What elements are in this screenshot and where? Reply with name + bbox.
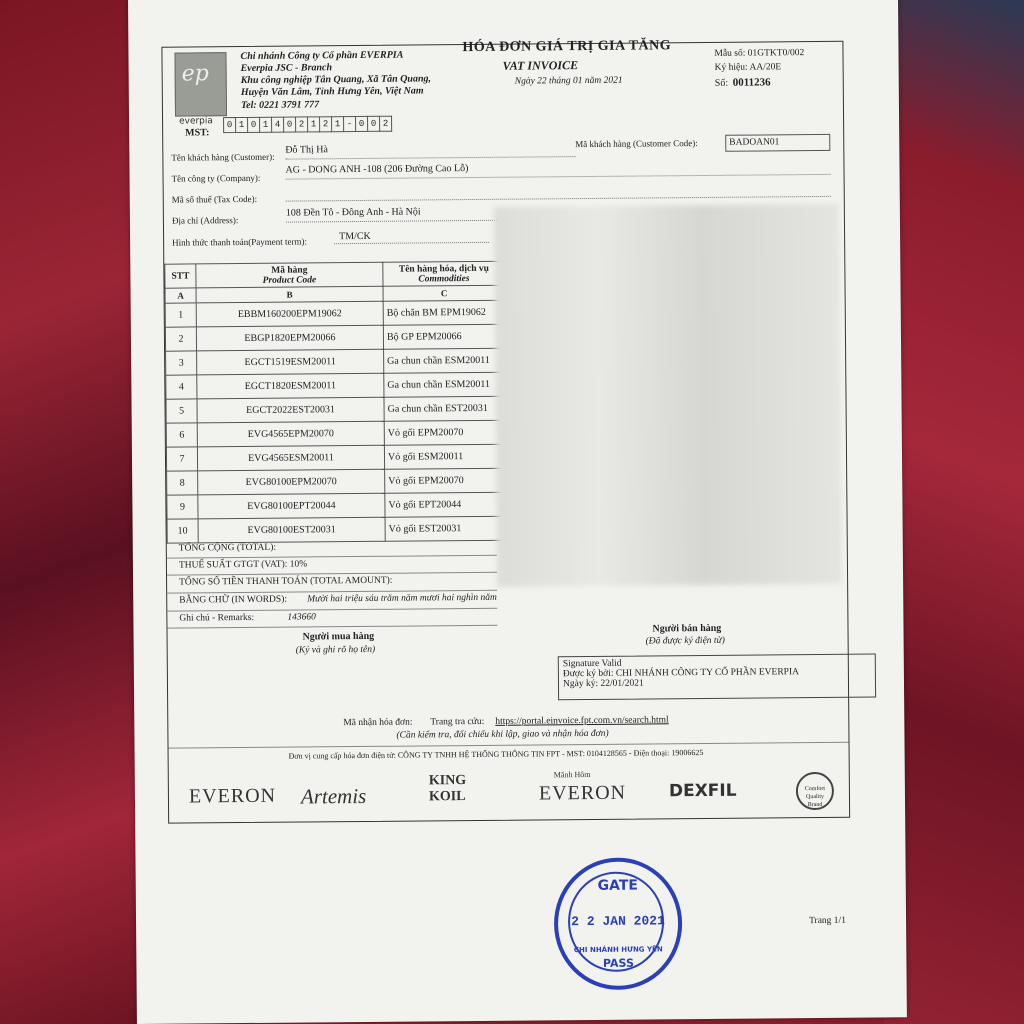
mst-digit: 1 bbox=[308, 116, 320, 132]
row-stt: 4 bbox=[166, 375, 197, 399]
table-row bbox=[165, 300, 505, 327]
signature-valid: Signature Valid bbox=[562, 658, 622, 670]
invoice-number-label: Số: bbox=[714, 77, 729, 89]
invoice-paper bbox=[128, 0, 907, 1024]
mst-label: MST: bbox=[185, 127, 210, 139]
brand-everon-2: EVERON bbox=[538, 781, 627, 805]
brand-dexfil: DEXFIL bbox=[668, 780, 737, 802]
invoice-form-no: Mẫu số: 01GTKT0/002 bbox=[714, 48, 805, 59]
mst-digit: 0 bbox=[223, 117, 236, 133]
customer-name-label: Tên khách hàng (Customer): bbox=[171, 151, 275, 163]
row-stt: 5 bbox=[166, 399, 197, 423]
in-words-label: BẰNG CHỮ (IN WORDS): bbox=[179, 594, 288, 606]
row-stt: 6 bbox=[166, 423, 197, 447]
table-row bbox=[166, 444, 506, 471]
customer-code: BADOAN01 bbox=[725, 134, 830, 152]
seller-address-1: Khu công nghiệp Tân Quang, Xã Tân Quang, bbox=[240, 73, 432, 87]
signature-box bbox=[558, 653, 876, 700]
seller-note: (Đã được ký điện tử) bbox=[645, 635, 725, 647]
redacted-area bbox=[494, 204, 842, 587]
invoice-date: Ngày 22 tháng 01 năm 2021 bbox=[514, 75, 623, 87]
mst-digit: 1 bbox=[236, 117, 248, 133]
row-code: EBBM160200EPM19062 bbox=[196, 301, 383, 327]
col-stt: STT bbox=[165, 264, 196, 288]
lookup-code-label: Mã nhận hóa đơn: bbox=[343, 717, 413, 729]
comfort-quality-badge: Comfort Quality Brand bbox=[796, 772, 834, 810]
mst-digit: 1 bbox=[332, 116, 344, 132]
stamp-pass: PASS bbox=[602, 956, 634, 970]
row-stt: 3 bbox=[166, 351, 197, 375]
logo-mark: ep bbox=[181, 61, 209, 87]
table-row bbox=[166, 420, 506, 447]
row-name: Bộ GP EPM20066 bbox=[383, 324, 505, 349]
row-name: Ga chun chần ESM20011 bbox=[384, 372, 506, 397]
company-label: Tên công ty (Company): bbox=[171, 172, 261, 184]
row-name: Ga chun chần EST20031 bbox=[384, 396, 506, 421]
rule bbox=[167, 572, 497, 576]
mst-digit: 1 bbox=[260, 117, 272, 133]
row-stt: 1 bbox=[165, 303, 196, 327]
seller-address-2: Huyện Văn Lâm, Tỉnh Hưng Yên, Việt Nam bbox=[240, 85, 424, 99]
seller-label: Người bán hàng bbox=[652, 622, 722, 635]
sub-b: B bbox=[196, 286, 383, 303]
brand-logos bbox=[179, 768, 839, 824]
invoice-symbol: Ký hiệu: AA/20E bbox=[714, 62, 782, 73]
mst-digit: 0 bbox=[284, 117, 296, 133]
rule bbox=[167, 555, 497, 559]
row-name: Ga chun chần ESM20011 bbox=[384, 348, 506, 373]
company-name: AG - DONG ANH -108 (206 Đường Cao Lỗ) bbox=[285, 163, 469, 176]
mst-digit: 2 bbox=[296, 116, 308, 132]
row-code: EVG80100EST20031 bbox=[198, 517, 385, 543]
brand-manh-hom: Mãnh Hôm bbox=[553, 769, 591, 780]
rule bbox=[167, 608, 497, 612]
col-name-en: Commodities bbox=[418, 273, 470, 284]
row-code: EGCT1519ESM20011 bbox=[197, 349, 384, 375]
table-row bbox=[167, 492, 507, 519]
row-name: Vỏ gối EPM20070 bbox=[384, 420, 506, 445]
row-code: EGCT2022EST20031 bbox=[197, 397, 384, 423]
seller-name-vn: Chi nhánh Công ty Cổ phần EVERPIA bbox=[240, 49, 404, 63]
customer-name: Đỗ Thị Hà bbox=[285, 144, 328, 156]
col-commodities bbox=[383, 261, 505, 286]
stamp-bottom: CHI NHÁNH HƯNG YÊN bbox=[573, 945, 663, 955]
total-label: TỔNG CỘNG (TOTAL): bbox=[178, 542, 277, 554]
rule bbox=[286, 196, 831, 202]
table-row bbox=[167, 468, 507, 495]
page-number: Trang 1/1 bbox=[809, 915, 846, 927]
total-amount-label: TỔNG SỐ TIỀN THANH TOÁN (TOTAL AMOUNT): bbox=[179, 575, 393, 588]
col-code-vn: Mã hàng bbox=[271, 264, 308, 276]
invoice-title-vn: HÓA ĐƠN GIÁ TRỊ GIA TĂNG bbox=[462, 38, 672, 56]
vat-label: THUẾ SUẤT GTGT (VAT): 10% bbox=[178, 559, 308, 571]
invoice-frame bbox=[161, 38, 850, 824]
items-table bbox=[164, 261, 507, 544]
mst-digits bbox=[223, 116, 392, 133]
table-row bbox=[166, 348, 506, 375]
brand-king: KING bbox=[428, 773, 467, 789]
payment-term-label: Hình thức thanh toán(Payment term): bbox=[172, 236, 308, 248]
table-row bbox=[166, 372, 506, 399]
row-stt: 9 bbox=[167, 495, 198, 519]
invoice-number: 0011236 bbox=[732, 76, 771, 89]
table-row bbox=[167, 516, 507, 543]
logo-text: everpia bbox=[179, 116, 213, 127]
lookup-page-label: Trang tra cứu: bbox=[430, 716, 485, 728]
everpia-logo bbox=[174, 52, 227, 127]
row-code: EBGP1820EPM20066 bbox=[196, 325, 383, 351]
lookup-url-link[interactable]: https://portal.einvoice.fpt.com.vn/search.html bbox=[495, 715, 669, 727]
row-stt: 2 bbox=[165, 327, 196, 351]
buyer-note: (Ký và ghi rõ họ tên) bbox=[295, 644, 376, 656]
signed-by: Được ký bởi: CHI NHÁNH CÔNG TY CỔ PHẦN EVERPIA bbox=[562, 667, 800, 680]
rule bbox=[167, 625, 497, 629]
row-code: EVG4565ESM20011 bbox=[197, 445, 384, 471]
rule bbox=[334, 242, 489, 244]
sub-c: C bbox=[383, 285, 505, 301]
rule bbox=[169, 742, 849, 749]
mst-digit: 2 bbox=[380, 116, 392, 132]
mst-digit: 4 bbox=[272, 117, 284, 133]
row-name: Vỏ gối ESM20011 bbox=[384, 444, 506, 469]
seller-name-en: Everpia JSC - Branch bbox=[240, 62, 333, 75]
row-name: Vỏ gối EST20031 bbox=[385, 516, 507, 541]
row-code: EVG80100EPM20070 bbox=[198, 469, 385, 495]
col-name-vn: Tên hàng hóa, dịch vụ bbox=[398, 263, 489, 275]
row-code: EVG4565EPM20070 bbox=[197, 421, 384, 447]
row-stt: 7 bbox=[166, 447, 197, 471]
sub-a: A bbox=[165, 288, 196, 303]
in-words-value: Mười hai triệu sáu trăm năm mươi hai nghìn năm bbox=[307, 592, 497, 605]
mst-digit: 2 bbox=[320, 116, 332, 132]
mst-digit: 0 bbox=[368, 116, 380, 132]
table-row bbox=[166, 396, 506, 423]
buyer-label: Người mua hàng bbox=[302, 630, 375, 643]
brand-artemis: Artemis bbox=[300, 783, 367, 809]
tax-code-label: Mã số thuế (Tax Code): bbox=[171, 193, 258, 205]
signed-date: Ngày ký: 22/01/2021 bbox=[562, 678, 644, 690]
provider-info: Đơn vị cung cấp hóa đơn điện tử: CÔNG TY TNHH HỆ THỐNG THÔNG TIN FPT - MST: 0104128565 - Điện thoại: 19006625 bbox=[288, 748, 704, 761]
mst-digit: 0 bbox=[356, 116, 368, 132]
table-row bbox=[165, 324, 505, 351]
rule bbox=[285, 156, 575, 160]
row-name: Bộ chăn BM EPM19062 bbox=[383, 300, 505, 325]
row-code: EGCT1820ESM20011 bbox=[197, 373, 384, 399]
row-code: EVG80100EPT20044 bbox=[198, 493, 385, 519]
payment-term: TM/CK bbox=[339, 230, 371, 243]
mst-digit: 0 bbox=[248, 117, 260, 133]
customer-address: 108 Đền Tô - Đông Anh - Hà Nội bbox=[285, 206, 421, 219]
remarks-label: Ghi chú - Remarks: bbox=[179, 612, 255, 624]
brand-everon: EVERON bbox=[188, 784, 277, 808]
remarks-value: 143660 bbox=[287, 612, 316, 623]
mst-digit: - bbox=[344, 116, 356, 132]
col-product-code bbox=[196, 262, 383, 288]
brand-koil: KOIL bbox=[428, 789, 466, 805]
address-label: Địa chỉ (Address): bbox=[171, 215, 239, 226]
row-name: Vỏ gối EPT20044 bbox=[385, 492, 507, 517]
background-fabric-left bbox=[0, 0, 140, 1024]
stamp-top: GATE bbox=[597, 877, 638, 894]
gate-pass-stamp bbox=[554, 857, 683, 990]
lookup-note: (Cần kiểm tra, đối chiếu khi lập, giao và nhận hóa đơn) bbox=[396, 728, 609, 741]
row-stt: 8 bbox=[167, 471, 198, 495]
stamp-date: 2 2 JAN 2021 bbox=[571, 913, 665, 930]
customer-code-label: Mã khách hàng (Customer Code): bbox=[575, 138, 698, 150]
row-name: Vỏ gối EPM20070 bbox=[385, 468, 507, 493]
seller-tel: Tel: 0221 3791 777 bbox=[240, 99, 320, 112]
col-code-en: Product Code bbox=[262, 274, 317, 286]
row-stt: 10 bbox=[167, 519, 198, 543]
invoice-title-en: VAT INVOICE bbox=[502, 58, 579, 73]
